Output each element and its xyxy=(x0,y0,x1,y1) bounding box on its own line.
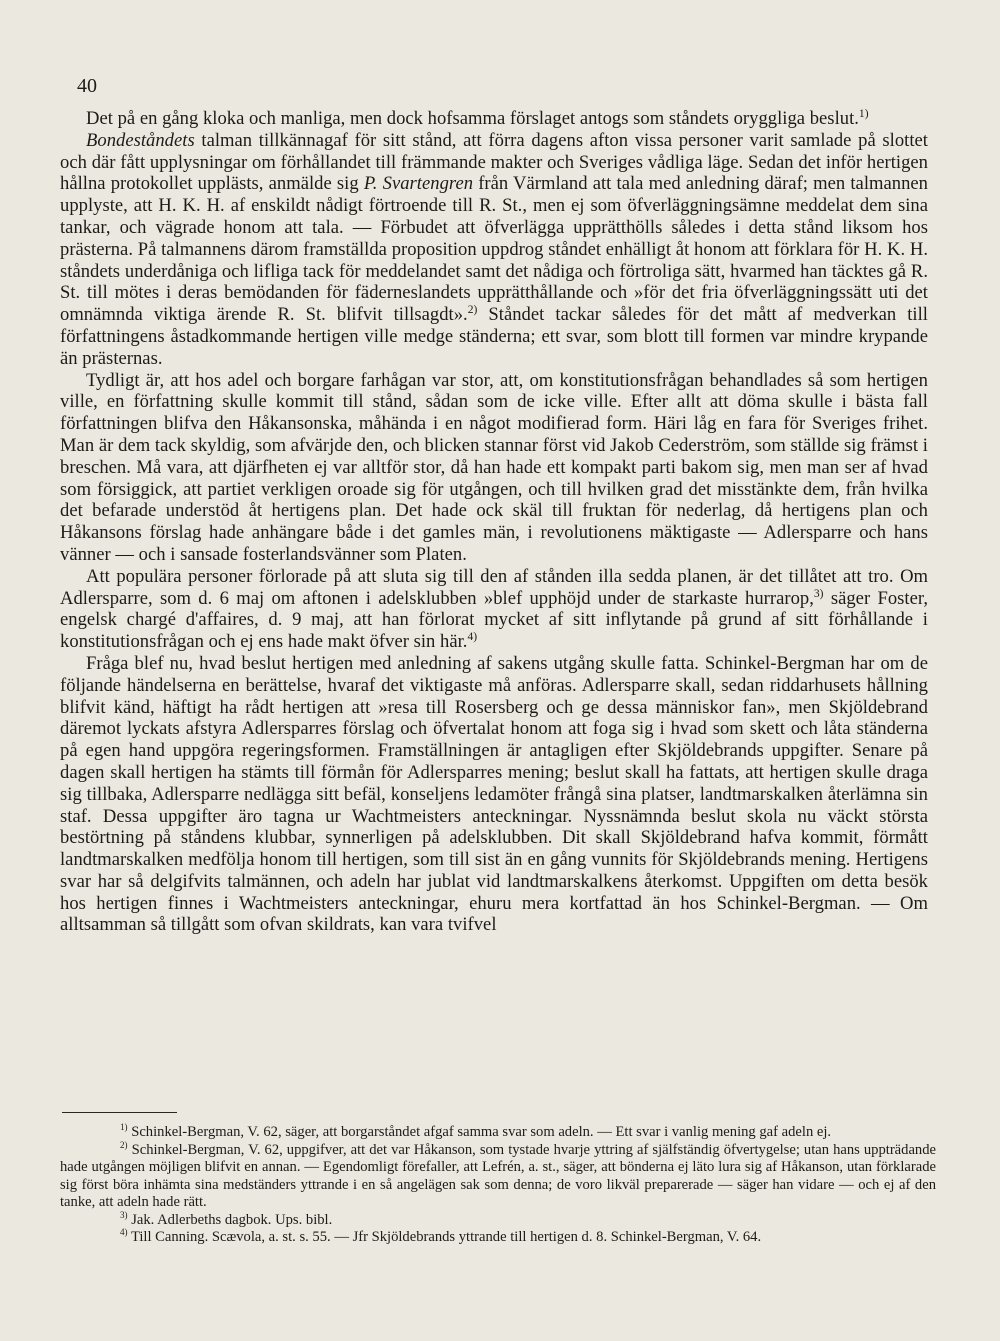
paragraph-text: från Värmland att tala med anledning däraf; men talmannen upplyste, att H. K. H. af enskildt nådigt förtroende till R. St., men ej som öfverläggningsämne meddelat dem sina tankar, och vägrade honom att tala. — Förbudet att öfverlägga upprätthölls således i detta stånd liksom hos prästerna. På talmannens därom framställda proposition uppdrog ståndet enhälligt åt honom att förklara för H. K. H. ståndets underdåniga och lifliga tack för meddelandet samt det nådiga och förtroliga sätt, hvarmed han täcktes gå R. St. till mötes i deras bemödanden för fäderneslandets upprätthållande och »för det fria öfverläggningssätt uti det omnämnda viktiga ärende R. St. blifvit tillsagdt». xyxy=(60,173,928,326)
paragraph-2 xyxy=(60,130,928,370)
footnote-text: Jak. Adlerbeths dagbok. Ups. bibl. xyxy=(131,1211,333,1228)
footnote-marker: 1) xyxy=(120,1122,128,1133)
paragraph-text: talman tillkännagaf för sitt stånd, att förra dagens afton vissa personer varit samlade på slottet och där fått upplysningar om förhållandet till främmande makter och Sveriges vådliga läge. Sedan det inför hertigen hållna protokollet upplästs, anmälde sig xyxy=(60,129,928,195)
paragraph-3: Tydligt är, att hos adel och borgare farhågan var stor, att, om konstitutionsfrågan behandlades så som hertigen ville, en författning skulle kommit till stånd, sådan som de icke ville. Efter allt att döma skulle i bästa fall författningen blifva den Håkansonska, måhända i en något modifierad form. Häri låg en fara för Sveriges frihet. Man är dem tack skyldig, som afvärjde den, och blicken stannar först vid Jakob Cederström, som ställde sig främst i breschen. Må vara, att djärfheten ej var alltför stor, då han hade ett kompakt parti bakom sig, men man ser af hvad som försiggick, att partiet verkligen oroade sig för utgången, och till hvilken grad det misstänkte dem, från hvilka det befarade understöd åt hertigens plan. Det hade ock skäl till fruktan för nederlag, då hertigens plan och Håkansons förslag hade anhängare både i det gamles män, i revolutionens mäktigaste — Adlersparre och hans vänner — och i sansade fosterlandsvänner som Platen. xyxy=(60,369,928,565)
footnote xyxy=(60,1229,936,1247)
footnote-marker: 2) xyxy=(120,1139,128,1150)
main-text xyxy=(60,108,928,936)
footnote xyxy=(60,1209,936,1230)
paragraph-text: säger Foster, engelsk chargé d'affaires, d. 9 maj, att han förlorat mycket af sitt inflytande på grund af sitt förhållande i konstitutionsfrågan och ej ens hade makt öfver sin här. xyxy=(60,587,928,653)
footnote-ref: 4) xyxy=(467,630,478,643)
italic-name: P. Svartengren xyxy=(363,173,474,195)
footnote-text: Schinkel-Bergman, V. 62, säger, att borgarståndet afgaf samma svar som adeln. — Ett svar i vanlig mening gaf adeln ej. xyxy=(131,1124,832,1140)
paragraph-text: Att populära personer förlorade på att sluta sig till den af stånden illa sedda planen, är det tillåtet att tro. Om Adlersparre, som d. 6 maj om aftonen i adelsklubben »blef upphöjd under de starkaste hurrarop, xyxy=(60,565,928,609)
footnotes xyxy=(60,1124,936,1247)
footnote-text: Schinkel-Bergman, V. 62, uppgifver, att det var Håkanson, som tystade hvarje yttring af själfständig öfvertygelse; utan hans uppträdande hade utgången möjligen blifvit en annan. — Egendomligt förefaller, att Lefrén, a. st., säger, att bönderna ej läto lura sig af Håkanson, utan förklarade sig först böra inhämta sina medständers yttrande i en så angelägen sak som denna; de voro likväl preparerade — säger han vidare — och ej af den tanke, att adeln hade rätt. xyxy=(60,1141,936,1210)
footnote-ref: 2) xyxy=(467,303,478,316)
footnote-marker: 4) xyxy=(120,1227,128,1238)
paragraph-1 xyxy=(60,108,928,130)
footnote xyxy=(60,1139,936,1212)
footnote-marker: 3) xyxy=(120,1209,128,1220)
page-number: 40 xyxy=(77,75,97,97)
footnote-ref: 3) xyxy=(813,587,824,600)
paragraph-text: Det på en gång kloka och manliga, men dock hofsamma förslaget antogs som ståndets oryggliga beslut. xyxy=(86,108,859,129)
paragraph-5: Fråga blef nu, hvad beslut hertigen med anledning af sakens utgång skulle fatta. Schinkel-Bergman har om de följande händelserna en berättelse, hvaraf det viktigaste må anföras. Adlersparre skall, sedan riddarhusets hållning blifvit känd, häftigt ha rådt hertigen att »resa till Rosersberg och ge dessa människor fan», men Skjöldebrand däremot lyckats afstyra Adlersparres förslag och öfvertalat honom att foga sig i hvad som skett och låta ständerna på egen hand uppgöra regeringsformen. Framställningen är antagligen efter Skjöldebrands uppgifter. Senare på dagen skall hertigen ha stämts till förmån för Adlersparres mening; beslut skall ha fattats, att hertigen skulle draga sig tillbaka, Adlersparre nedlägga sitt befäl, konseljens ledamöter frångå sina platser, landtmarskalken återlämna sin staf. Dessa uppgifter äro tagna ur Wachtmeisters anteckningar. Nyssnämnda beslut skola nu väckt största bestörtning på ståndens klubbar, synnerligen på adelsklubben. Dit skall Skjöldebrand hafva kommit, förmått landtmarskalken medfölja honom till hertigen, som till sist än en gång vunnits för Skjöldebrands mening. Hertigens svar har så delgifvits talmännen, och adeln har jublat vid landtmarskalkens återkomst. Uppgiften om detta besök hos hertigen finnes i Wachtmeisters anteckningar, ehuru mera kortfattad än hos Schinkel-Bergman. — Om alltsamman så tillgått som ofvan skildrats, kan vara tvifvel xyxy=(60,652,928,936)
footnote-divider xyxy=(62,1112,177,1113)
footnote-ref: 1) xyxy=(858,107,869,120)
paragraph-text: Ståndet tackar således för det mått af medverkan till författningens åstadkommande hertigen ville medge ständerna; ett svar, som blott till formen var mindre krypande än prästernas. xyxy=(60,304,928,369)
italic-term: Bondeståndets xyxy=(86,129,195,151)
paragraph-4 xyxy=(60,566,928,653)
footnote-text: Till Canning. Scævola, a. st. s. 55. — Jfr Skjöldebrands yttrande till hertigen d. 8. Schinkel-Bergman, V. 64. xyxy=(130,1229,762,1245)
footnote xyxy=(60,1124,936,1142)
